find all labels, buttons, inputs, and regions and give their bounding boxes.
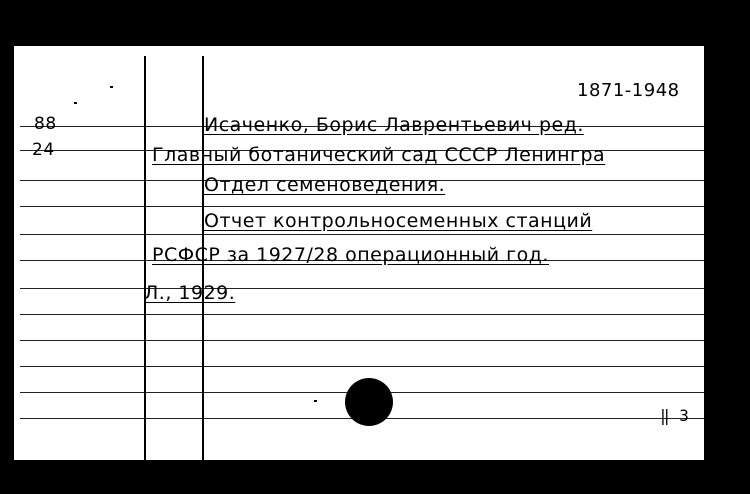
title-line-2: РСФСР за 1927/28 операционный год. [152,244,549,266]
years: 1871-1948 [577,80,680,101]
institution-line: Главный ботанический сад СССР Ленингра [152,144,606,166]
title-line-1: Отчет контрольносеменных станций [204,210,593,232]
speck [314,400,317,402]
ruled-line [20,314,704,315]
call-number-2: 24 [32,140,55,160]
ruled-line [20,206,704,207]
ruled-line [20,234,704,235]
margin-line-left [144,56,146,460]
catalog-card [14,46,704,460]
department-line: Отдел семеноведения. [204,174,446,196]
corner-mark: ‖ 3 [660,406,689,425]
author-line: Исаченко, Борис Лаврентьевич ред. [204,114,584,136]
punch-hole [345,378,393,426]
speck [110,86,113,88]
call-number-1: 88 [34,114,57,134]
imprint-line: Л., 1929. [144,282,236,304]
ruled-line [20,288,704,289]
ruled-line [20,340,704,341]
ruled-line [20,366,704,367]
speck [74,102,77,104]
